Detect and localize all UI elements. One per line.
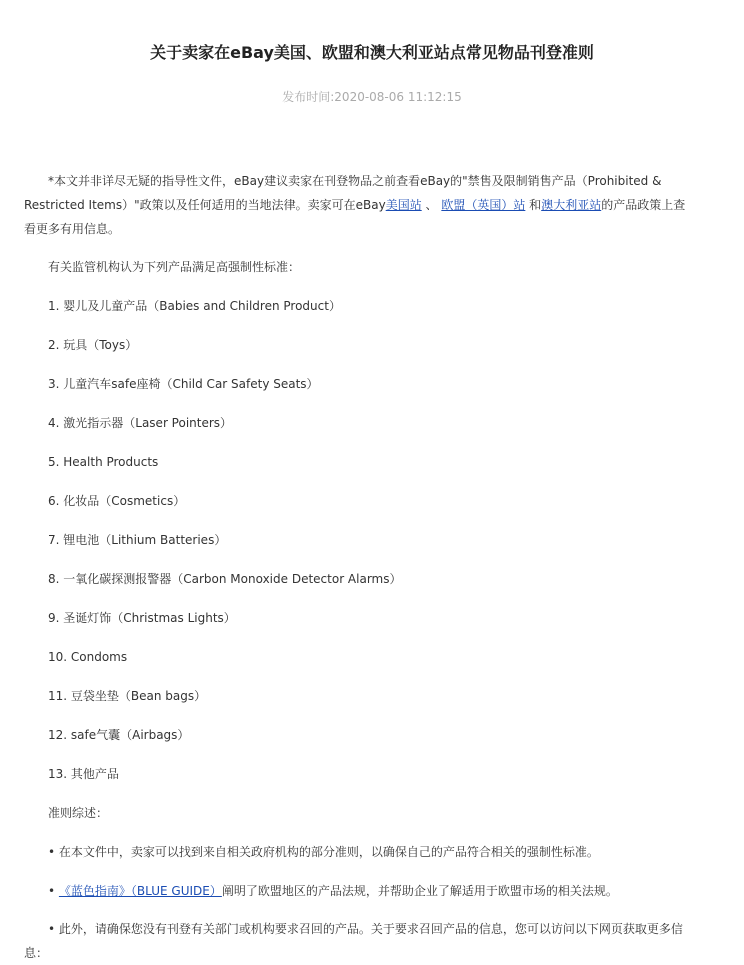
bullet-2-text: 阐明了欧盟地区的产品法规，并帮助企业了解适用于欧盟市场的相关法规。 — [221, 884, 618, 898]
list-item-2: 2. 玩具（Toys） — [48, 338, 138, 352]
list-item-9: 9. 圣诞灯饰（Christmas Lights） — [48, 611, 236, 625]
list-item-3: 3. 儿童汽车safe座椅（Child Car Safety Seats） — [48, 377, 319, 391]
link-eu-site[interactable]: 欧盟（英国）站 — [441, 198, 526, 212]
regulated-heading: 有关监管机构认为下列产品满足高强制性标准： — [48, 260, 301, 274]
list-item-11: 11. 豆袋坐垫（Bean bags） — [48, 689, 207, 703]
summary-heading: 准则综述： — [48, 806, 109, 820]
list-item-10: 10. Condoms — [48, 650, 128, 664]
list-item-4: 4. 激光指示器（Laser Pointers） — [48, 416, 233, 430]
list-item-6: 6. 化妆品（Cosmetics） — [48, 494, 186, 508]
intro-text-1: *本文并非详尽无疑的指导性文件，eBay建议卖家在刊登物品之前查看eBay的"禁售及限制销售产品（Prohibited & Restricted Items）"政策以及任何适用的当地法律。卖家可在eBay — [24, 174, 662, 212]
list-item-8: 8. 一氧化碳探测报警器（Carbon Monoxide Detector Alarms） — [48, 572, 402, 586]
list-item-1: 1. 婴儿及儿童产品（Babies and Children Product） — [48, 299, 341, 313]
bullet-1: • 在本文件中，卖家可以找到来自相关政府机构的部分准则，以确保自己的产品符合相关的强制性标准。 — [48, 845, 599, 859]
intro-sep-1: 、 — [421, 198, 442, 212]
list-item-13: 13. 其他产品 — [48, 767, 119, 781]
article-title: 关于卖家在eBay美国、欧盟和澳大利亚站点常见物品刊登准则 — [150, 43, 594, 62]
publish-meta — [0, 88, 744, 105]
link-au-site[interactable]: 澳大利亚站 — [541, 198, 602, 212]
list-item-5: 5. Health Products — [48, 455, 159, 469]
list-item-12: 12. safe气囊（Airbags） — [48, 728, 190, 742]
intro-sep-2: 和 — [525, 198, 542, 212]
publish-time: 2020-08-06 11:12:15 — [334, 90, 462, 104]
bullet-2 — [48, 881, 618, 901]
intro-paragraph — [24, 169, 696, 241]
list-item-7: 7. 锂电池（Lithium Batteries） — [48, 533, 227, 547]
link-us-site[interactable]: 美国站 — [385, 198, 422, 212]
blue-guide-link[interactable]: 《蓝色指南》（BLUE GUIDE） — [58, 884, 222, 898]
publish-label: 发布时间: — [282, 90, 335, 104]
intro-text-2: 的产品政策上查看更多有用信息。 — [24, 198, 686, 236]
bullet-3: • 此外，请确保您没有刊登有关部门或机构要求召回的产品。关于要求召回产品的信息，您可以访问以下网页获取更多信息： — [24, 922, 683, 960]
bullet-2-marker: • — [48, 884, 59, 898]
